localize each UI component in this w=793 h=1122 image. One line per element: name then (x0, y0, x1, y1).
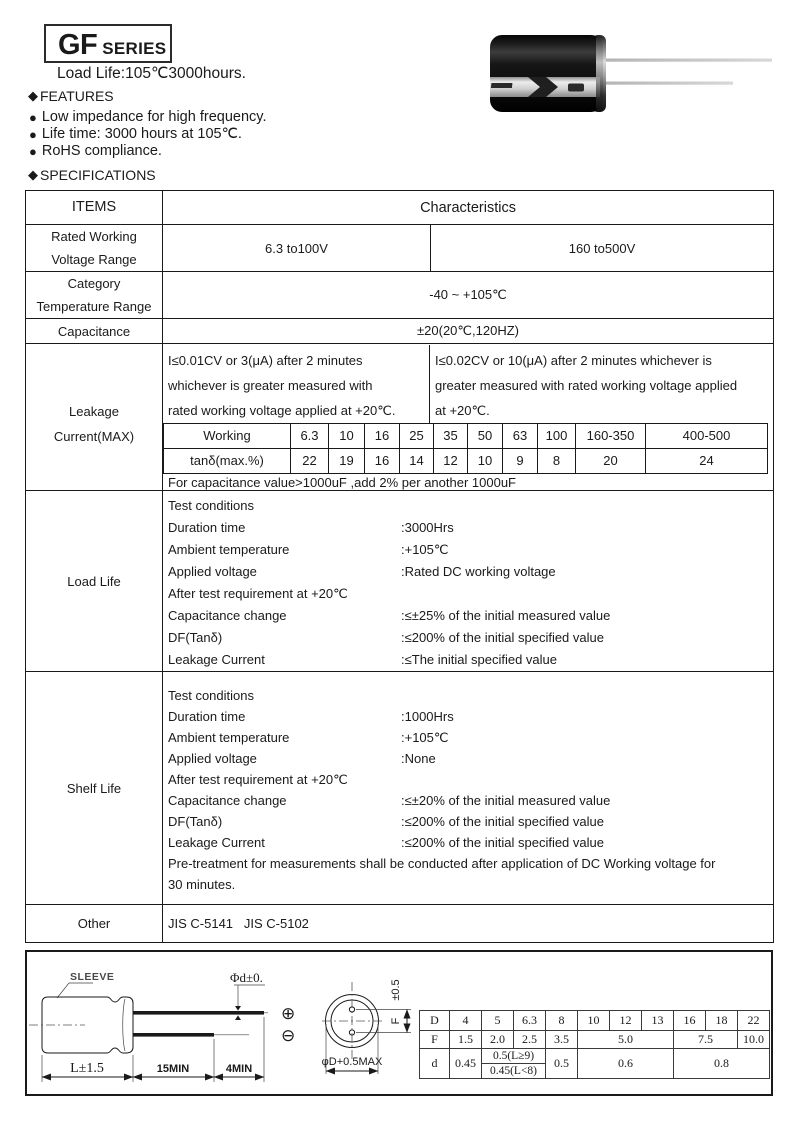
dim-row-label: F (420, 1031, 450, 1049)
param-label: Capacitance change (168, 793, 287, 808)
leakage-text-line: rated working voltage applied at +20℃. (168, 402, 396, 418)
param-label: Applied voltage (168, 564, 257, 579)
param-label: Test conditions (168, 688, 254, 703)
diameter-value: 5 (482, 1011, 514, 1031)
pitch-value: 3.5 (546, 1031, 578, 1049)
diamond-bullet-icon: ◆ (28, 167, 38, 182)
load-life-content-cell (163, 491, 774, 672)
working-voltage-cell: 16 (365, 423, 400, 448)
pitch-tolerance-label: ±0.5 (390, 979, 402, 1001)
param-label: Duration time (168, 520, 246, 535)
wire-value: 0.6 (578, 1049, 674, 1079)
leakage-label-line2: Current(MAX) (53, 429, 135, 444)
voltage-high-cell: 160 to500V (431, 225, 774, 272)
feature-item (29, 143, 266, 160)
tan-value-cell: 9 (503, 448, 538, 473)
voltage-label-cell (26, 225, 163, 272)
working-label-cell: Working (164, 423, 291, 448)
leakage-conditions (163, 345, 773, 423)
capacitor-body-outline (42, 997, 133, 1053)
working-voltage-cell: 10 (329, 423, 365, 448)
param-label: Leakage Current (168, 652, 265, 667)
sleeve-leader-line (57, 983, 93, 998)
leakage-content-cell (163, 344, 774, 491)
load-life-row (26, 491, 774, 672)
param-label: Capacitance change (168, 608, 287, 623)
leakage-low-voltage-text (163, 345, 430, 423)
diameter-values-row (420, 1011, 770, 1031)
param-value (401, 685, 773, 706)
wire-value-short: 0.45(L<8) (489, 1064, 538, 1077)
param-label: Test conditions (168, 498, 254, 513)
arrow-down-icon (235, 1006, 241, 1011)
lead-diameter-label: Φd±0. (230, 970, 263, 985)
pitch-values-row (420, 1031, 770, 1049)
leakage-text-line: at +20℃. (435, 402, 490, 418)
voltage-row (26, 225, 774, 272)
capacitance-row (26, 319, 774, 344)
tan-value-cell: 20 (576, 448, 646, 473)
test-condition-line (163, 832, 773, 853)
leakage-row (26, 344, 774, 491)
param-value: :≤200% of the initial specified value (401, 835, 604, 850)
temperature-value-cell: -40 ~ +105℃ (163, 272, 774, 319)
param-label: After test requirement at +20℃ (168, 586, 348, 601)
param-value: :+105℃ (401, 542, 449, 557)
test-condition-line (163, 811, 773, 832)
pitch-value: 2.5 (514, 1031, 546, 1049)
pitch-value: 7.5 (674, 1031, 738, 1049)
param-value: :None (401, 751, 436, 766)
dimensions-drawing-box (25, 950, 773, 1096)
test-condition-line (163, 583, 773, 605)
working-voltage-cell: 50 (468, 423, 503, 448)
feature-text: Life time: 3000 hours at 105℃. (41, 126, 242, 142)
capacitance-label-cell: Capacitance (26, 319, 163, 344)
wire-value: 0.45 (450, 1049, 482, 1079)
circle-bullet-icon: ● (29, 144, 37, 159)
param-label: Applied voltage (168, 751, 257, 766)
circle-bullet-icon: ● (29, 110, 37, 125)
leakage-text-line: whichever is greater measured with (168, 377, 373, 393)
pitch-value: 1.5 (450, 1031, 482, 1049)
features-heading-label: FEATURES (40, 88, 114, 104)
other-row (26, 905, 774, 943)
voltage-label-line2: Voltage Range (51, 252, 137, 267)
negative-lead-icon: ⊖ (281, 1026, 296, 1045)
diameter-value: 22 (738, 1011, 770, 1031)
capacitance-value-cell: ±20(20℃,120HZ) (163, 319, 774, 344)
items-header-cell: ITEMS (26, 191, 163, 225)
lead-tip-label: 4MIN (225, 1063, 253, 1075)
feature-text: Low impedance for high frequency. (41, 109, 267, 125)
param-value: :1000Hrs (401, 709, 454, 724)
test-condition-line (163, 706, 773, 727)
negative-lead (133, 1033, 214, 1037)
circle-bullet-icon: ● (29, 127, 37, 142)
working-voltage-cell: 160-350 (576, 423, 646, 448)
param-value: :+105℃ (401, 730, 449, 745)
diameter-value: 4 (450, 1011, 482, 1031)
tan-value-cell: 19 (329, 448, 365, 473)
tan-value-cell: 12 (434, 448, 468, 473)
wire-value: 0.8 (674, 1049, 770, 1079)
feature-item (29, 109, 266, 126)
test-condition-line (163, 685, 773, 706)
capacitor-leads (603, 59, 772, 85)
pretreatment-note-line2: 30 minutes. (168, 877, 236, 892)
param-value (401, 583, 773, 605)
tan-value-cell: 10 (468, 448, 503, 473)
working-voltage-cell: 6.3 (291, 423, 329, 448)
test-condition-line (163, 748, 773, 769)
other-value-cell: JIS C-5141 JIS C-5102 (163, 905, 774, 943)
working-voltage-row (164, 423, 768, 448)
temperature-label-line2: Temperature Range (36, 299, 152, 314)
test-condition-line (163, 769, 773, 790)
features-list (29, 109, 266, 160)
temperature-label-line1: Category (67, 276, 121, 291)
param-value: :≤200% of the initial specified value (401, 630, 604, 645)
shelf-life-label-cell: Shelf Life (26, 672, 163, 905)
voltage-low-cell: 6.3 to100V (163, 225, 431, 272)
other-label-cell: Other (26, 905, 163, 943)
working-voltage-cell: 63 (503, 423, 538, 448)
test-condition-line (163, 517, 773, 539)
working-voltage-cell: 35 (434, 423, 468, 448)
diameter-value: 18 (706, 1011, 738, 1031)
specifications-table (25, 190, 774, 943)
tan-label-cell: tanδ(max.%) (164, 448, 291, 473)
temperature-row (26, 272, 774, 319)
param-value (401, 495, 773, 517)
load-life-label-cell: Load Life (26, 491, 163, 672)
pitch-value: 5.0 (578, 1031, 674, 1049)
positive-lead (133, 1011, 264, 1015)
shelf-life-content-cell (163, 672, 774, 905)
param-label: DF(Tanδ) (168, 630, 223, 645)
capacitor-photo (488, 30, 778, 120)
param-label: After test requirement at +20℃ (168, 772, 348, 787)
lead-length-label: 15MIN (156, 1063, 190, 1075)
leakage-text-line: I≤0.01CV or 3(μA) after 2 minutes (168, 352, 363, 368)
test-condition-line (163, 649, 773, 671)
tan-value-cell: 16 (365, 448, 400, 473)
diameter-value: 8 (546, 1011, 578, 1031)
temperature-label-cell (26, 272, 163, 319)
wire-diameter-row (420, 1049, 770, 1079)
load-life-subtitle: Load Life:105℃3000hours. (57, 65, 246, 82)
test-condition-line (163, 539, 773, 561)
param-value: :≤200% of the initial specified value (401, 814, 604, 829)
leakage-label-line1: Leakage (69, 404, 119, 419)
working-voltage-cell: 400-500 (646, 423, 768, 448)
param-value: :3000Hrs (401, 520, 454, 535)
dim-row-label: d (420, 1049, 450, 1079)
series-suffix: SERIES (102, 39, 167, 58)
leakage-text-line: greater measured with rated working voltage applied (435, 377, 738, 393)
param-label: DF(Tanδ) (168, 814, 223, 829)
diamond-bullet-icon: ◆ (28, 88, 38, 103)
diameter-label: φD+0.5MAX (321, 1056, 383, 1068)
crimp-line (123, 999, 125, 1051)
voltage-label-line1: Rated Working (51, 229, 137, 244)
pitch-value: 10.0 (738, 1031, 770, 1049)
leakage-text-line: I≤0.02CV or 10(μA) after 2 minutes whichever is (435, 352, 712, 368)
sleeve-label: SLEEVE (70, 971, 115, 983)
test-condition-line (163, 495, 773, 517)
param-label: Ambient temperature (168, 730, 290, 745)
pitch-value: 2.0 (482, 1031, 514, 1049)
tan-value-cell: 24 (646, 448, 768, 473)
series-title-box (44, 24, 172, 63)
dim-row-label: D (420, 1011, 450, 1031)
param-value: :Rated DC working voltage (401, 564, 556, 579)
body-length-label: L±1.5 (70, 1061, 104, 1076)
diameter-value: 10 (578, 1011, 610, 1031)
positive-lead-icon: ⊕ (281, 1004, 296, 1023)
diameter-value: 13 (642, 1011, 674, 1031)
tan-delta-values-row (164, 448, 768, 473)
capacitor-end-view (322, 979, 411, 1074)
param-label: Ambient temperature (168, 542, 290, 557)
capacitor-body (490, 35, 606, 112)
diameter-value: 16 (674, 1011, 706, 1031)
param-value (401, 769, 773, 790)
arrow-up-icon (235, 1015, 241, 1020)
wire-value: 0.5 (546, 1049, 578, 1079)
feature-item (29, 126, 266, 143)
specifications-heading (28, 167, 156, 183)
leakage-note: For capacitance value>1000uF ,add 2% per another 1000uF (168, 474, 516, 490)
test-condition-line (163, 727, 773, 748)
pretreatment-note-line1: Pre-treatment for measurements shall be conducted after application of DC Working voltage for (168, 856, 716, 871)
wire-value-long: 0.5(L≥9) (482, 1049, 545, 1064)
diameter-value: 6.3 (514, 1011, 546, 1031)
param-label: Duration time (168, 709, 246, 724)
tan-delta-table (163, 423, 768, 474)
table-header-row (26, 191, 774, 225)
wire-value-split-cell (482, 1049, 546, 1079)
leakage-label-cell (26, 344, 163, 491)
working-voltage-cell: 100 (538, 423, 576, 448)
test-condition-line (163, 627, 773, 649)
test-condition-line (163, 561, 773, 583)
param-value: :≤The initial specified value (401, 652, 557, 667)
tan-value-cell: 8 (538, 448, 576, 473)
tan-value-cell: 14 (400, 448, 434, 473)
capacitor-side-view (29, 970, 295, 1082)
param-value: :≤±25% of the initial measured value (401, 608, 611, 623)
tan-value-cell: 22 (291, 448, 329, 473)
diameter-value: 12 (610, 1011, 642, 1031)
test-condition-line (163, 605, 773, 627)
leakage-high-voltage-text (430, 345, 773, 423)
param-value: :≤±20% of the initial measured value (401, 793, 611, 808)
working-voltage-cell: 25 (400, 423, 434, 448)
series-name: GF (58, 29, 98, 61)
test-condition-line (163, 790, 773, 811)
param-label: Leakage Current (168, 835, 265, 850)
pitch-label: F (390, 1017, 402, 1025)
feature-text: RoHS compliance. (41, 143, 162, 159)
features-heading (28, 88, 114, 104)
specifications-heading-label: SPECIFICATIONS (40, 167, 156, 183)
characteristics-header-cell: Characteristics (163, 191, 774, 225)
dimension-table (419, 1010, 770, 1079)
shelf-life-row (26, 672, 774, 905)
